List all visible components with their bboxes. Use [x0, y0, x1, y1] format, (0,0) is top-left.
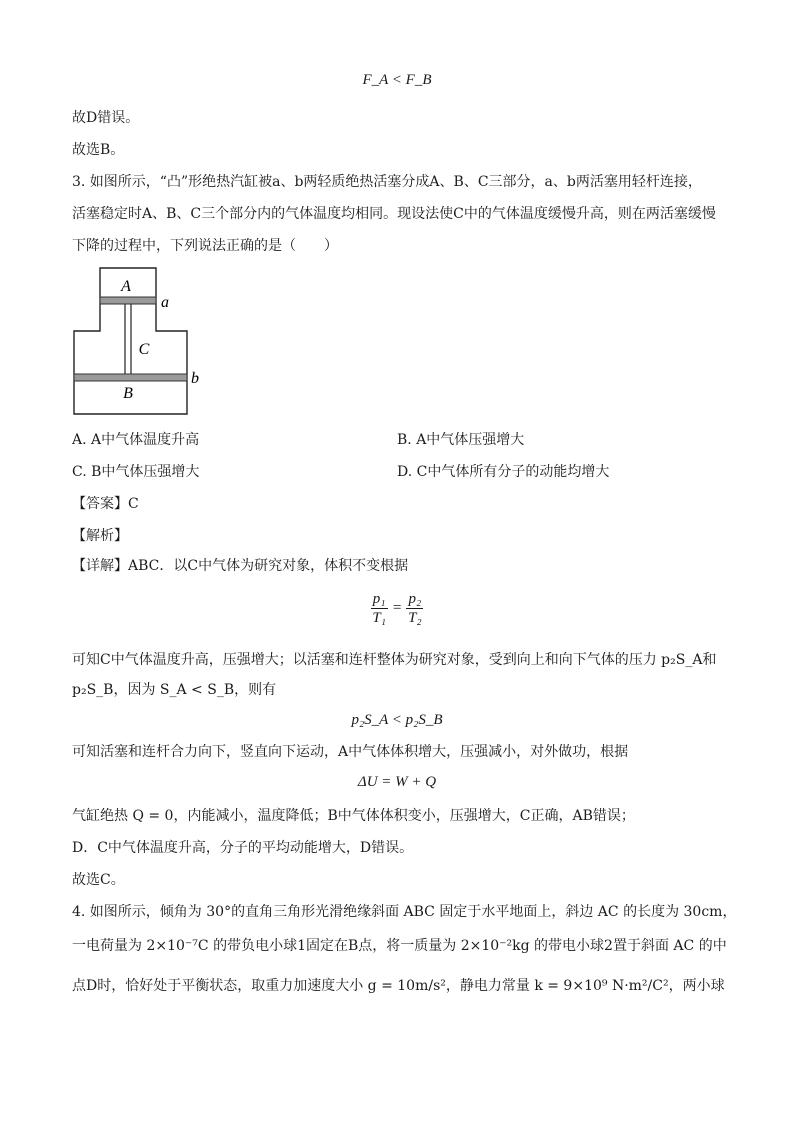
piston-b: [74, 374, 187, 381]
text-line: 可知C中气体温度升高，压强增大；以活塞和连杆整体为研究对象，受到向上和向下气体的压力 p₂S_A和: [72, 652, 717, 668]
analysis-heading: 【解析】: [72, 528, 128, 544]
label-C: C: [138, 341, 150, 358]
detail-line: 【详解】ABC．以C中气体为研究对象，体积不变根据: [72, 558, 409, 574]
question-4-line-3: 点D时，恰好处于平衡状态，取重力加速度大小 g = 10m/s²，静电力常量 k = 9×10⁹ N·m²/C²，两小球: [72, 978, 725, 994]
text-line: 故D错误。: [72, 110, 140, 126]
question-4-line-2: 一电荷量为 2×10⁻⁷C 的带负电小球1固定在B点，将一质量为 2×10⁻²kg 的带电小球2置于斜面 AC 的中: [72, 938, 727, 954]
text-line: 故选B。: [72, 142, 125, 158]
answer: 【答案】C: [72, 496, 139, 512]
frac-den-t2: T₂: [408, 610, 422, 626]
frac-den-t1: T₁: [372, 610, 386, 626]
label-A: A: [121, 278, 131, 295]
text-line: D．C中气体温度升高，分子的平均动能增大，D错误。: [72, 840, 414, 856]
piston-a: [100, 297, 156, 304]
equation-first-law: ΔU = W + Q: [357, 774, 437, 790]
frac-num-p2: p₂: [408, 591, 422, 607]
option-a: A. A中气体温度升高: [72, 432, 200, 448]
question-3-line-3: 下降的过程中，下列说法正确的是（ ）: [72, 238, 338, 254]
option-c: C. B中气体压强增大: [72, 464, 200, 480]
equation-pressure-compare: p₂S_A < p₂S_B: [351, 712, 443, 728]
question-3-line-1: 3. 如图所示，“凸”形绝热汽缸被a、b两轻质绝热活塞分成A、B、C三部分，a、b两活塞用轻杆连接，: [72, 174, 702, 190]
option-b: B. A中气体压强增大: [397, 432, 525, 448]
text-line: 故选C。: [72, 872, 125, 888]
text-line: 气缸绝热 Q = 0，内能减小，温度降低；B中气体体积变小，压强增大，C正确，AB错误；: [72, 808, 635, 824]
cylinder-figure: [60, 262, 200, 422]
text-line: 可知活塞和连杆合力向下，竖直向下运动，A中气体体积增大，压强减小，对外做功，根据: [72, 744, 629, 760]
equals-sign: =: [391, 599, 403, 616]
text-line: p₂S_B，因为 S_A < S_B，则有: [72, 682, 277, 698]
question-3-line-2: 活塞稳定时A、B、C三个部分内的气体温度均相同。现设法使C中的气体温度缓慢升高，则在两活塞缓慢: [72, 206, 716, 222]
question-4-line-1: 4. 如图所示，倾角为 30°的直角三角形光滑绝缘斜面 ABC 固定于水平地面上，斜边 AC 的长度为 30cm，: [72, 904, 737, 920]
label-b: b: [191, 370, 199, 387]
option-d: D. C中气体所有分子的动能均增大: [397, 464, 610, 480]
equation-gay-lussac: [0, 590, 794, 627]
label-B: B: [123, 385, 133, 402]
label-a: a: [161, 294, 169, 311]
equation-fa-fb: F_A < F_B: [362, 72, 432, 88]
frac-num-p1: p₁: [372, 591, 386, 607]
